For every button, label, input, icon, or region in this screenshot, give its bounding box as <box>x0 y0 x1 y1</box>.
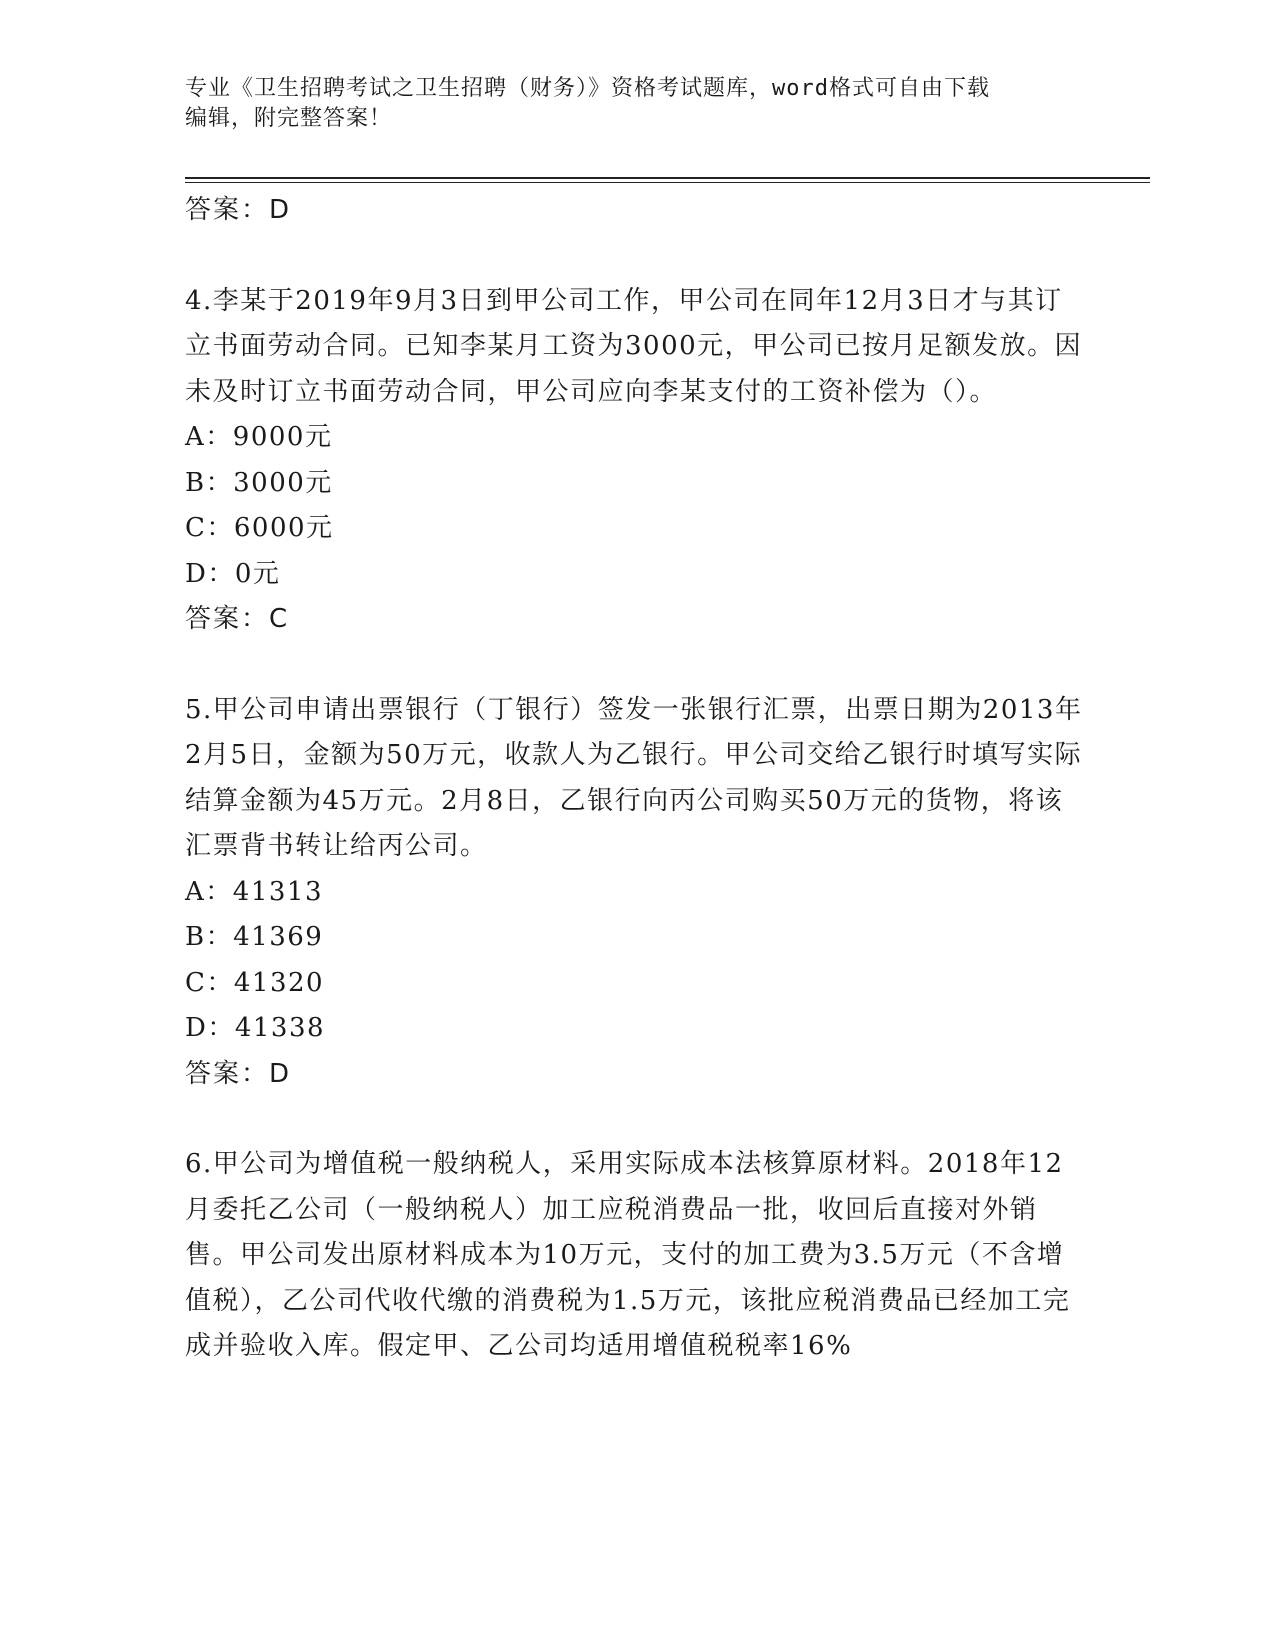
question-5-option-b: B：41369 <box>185 922 324 952</box>
header-rule-thick <box>185 177 1150 179</box>
question-5-option-d: D：41338 <box>185 1013 326 1043</box>
question-4-answer: 答案：C <box>185 604 290 634</box>
question-4-option-b: B：3000元 <box>185 467 333 498</box>
question-4-stem: 4.李某于2019年9月3日到甲公司工作，甲公司在同年12月3日才与其订立书面劳动合同。已知李某月工资为3000元，甲公司已按月足额发放。因未及时订立书面劳动合同，甲公司应向李某支付的工资补偿为（）。 <box>185 285 1083 407</box>
question-4-option-d: D：0元 <box>185 558 281 589</box>
question-6-stem: 6.甲公司为增值税一般纳税人，采用实际成本法核算原材料。2018年12月委托乙公司（一般纳税人）加工应税消费品一批，收回后直接对外销售。甲公司发出原材料成本为10万元，支付的加工费为3.5万元（不含增值税），乙公司代收代缴的消费税为1.5万元，该批应税消费品已经加工完成并验收入库。假定甲、乙公司均适用增值税税率16% <box>185 1149 1071 1361</box>
question-6 <box>185 1142 1090 1370</box>
question-5-option-a: A：41313 <box>185 876 323 907</box>
header-rule-thin <box>185 182 1150 183</box>
question-5-option-c: C：41320 <box>185 967 325 998</box>
answer-prev: 答案：D <box>185 195 292 225</box>
header-line-2: 编辑，附完整答案！ <box>185 106 393 131</box>
question-4-option-a: A：9000元 <box>185 422 333 452</box>
question-5-stem: 5.甲公司申请出票银行（丁银行）签发一张银行汇票，出票日期为2013年2月5日，金额为50万元，收款人为乙银行。甲公司交给乙银行时填写实际结算金额为45万元。2月8日，乙银行向丙公司购买50万元的货物，将该汇票背书转让给丙公司。 <box>185 694 1083 861</box>
page-header <box>185 74 1065 134</box>
question-4 <box>185 279 1090 643</box>
question-5 <box>185 688 1090 1098</box>
question-5-answer: 答案：D <box>185 1058 292 1089</box>
header-line-1: 专业《卫生招聘考试之卫生招聘（财务）》资格考试题库，word格式可自由下载 <box>185 76 990 101</box>
question-4-option-c: C：6000元 <box>185 513 334 543</box>
document-body <box>185 188 1090 1370</box>
